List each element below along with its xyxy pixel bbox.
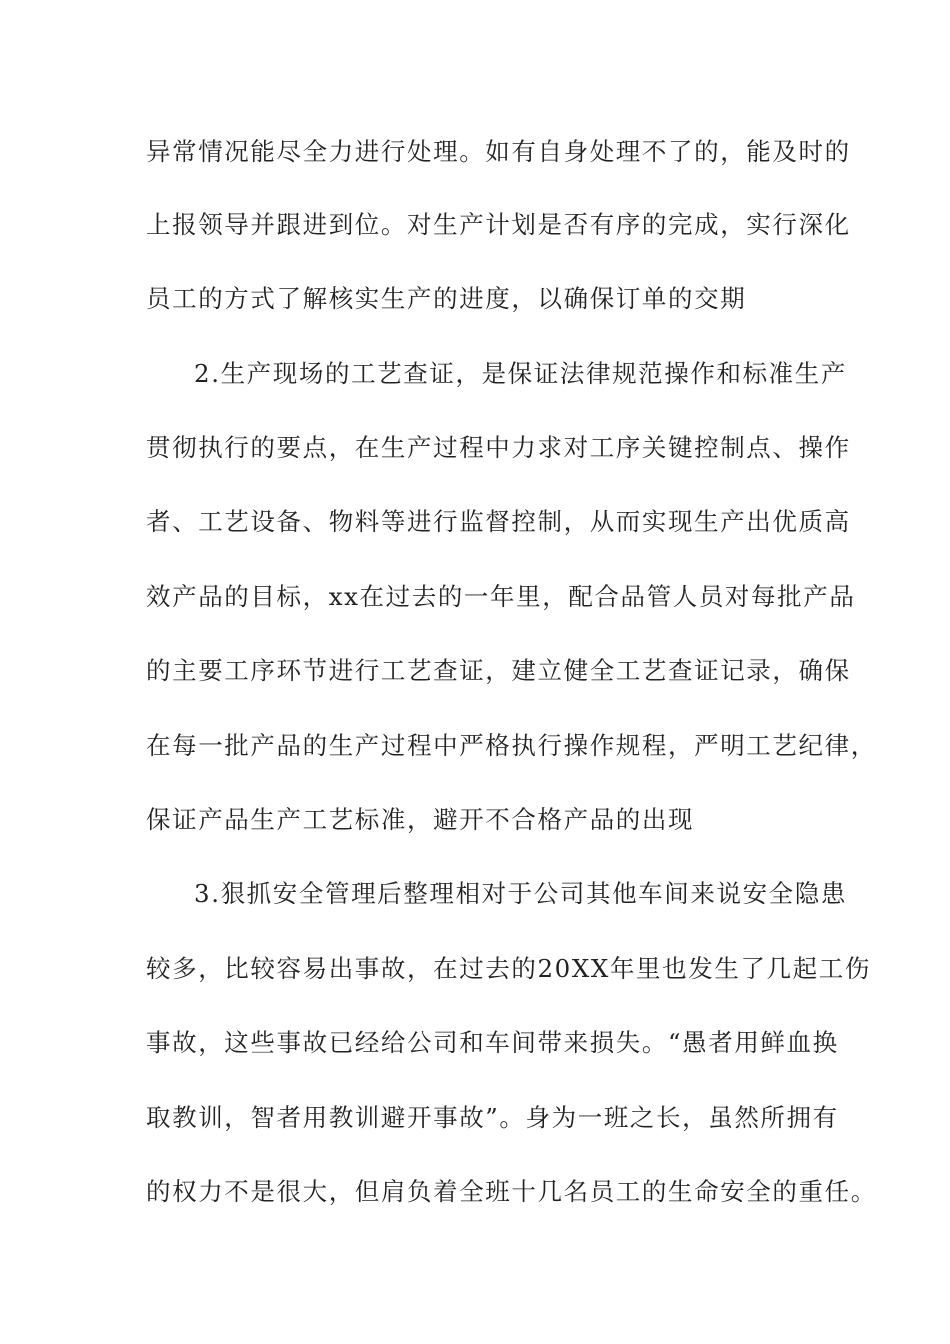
paragraph-line: 贯彻执行的要点，在生产过程中力求对工序关键控制点、操作 [146,433,851,462]
paragraph-line: 的权力不是很大，但肩负着全班十几名员工的生命安全的重任。 [146,1177,877,1206]
paragraph-line: 在每一批产品的生产过程中严格执行操作规程，严明工艺纪律， [146,731,877,760]
paragraph-line: 事故，这些事故已经给公司和车间带来损失。“愚者用鲜血换 [146,1028,839,1057]
paragraph-line: 员工的方式了解核实生产的进度，以确保订单的交期 [146,284,747,313]
paragraph-line: 效产品的目标，xx在过去的一年里，配合品管人员对每批产品 [146,582,856,611]
paragraph-line: 取教训，智者用教训避开事故”。身为一班之长，虽然所拥有 [146,1103,839,1132]
paragraph-line: 者、工艺设备、物料等进行监督控制，从而实现生产出优质高 [146,507,851,536]
paragraph-line: 异常情况能尽全力进行处理。如有自身处理不了的，能及时的 [146,137,851,166]
paragraph-line: 2.生产现场的工艺查证，是保证法律规范操作和标准生产 [194,359,847,388]
paragraph-line: 保证产品生产工艺标准，避开不合格产品的出现 [146,805,695,834]
paragraph-line: 3.狠抓安全管理后整理相对于公司其他车间来说安全隐患 [194,879,847,908]
paragraph-line: 较多，比较容易出事故，在过去的20XX年里也发生了几起工伤 [146,954,871,983]
paragraph-line: 的主要工序环节进行工艺查证，建立健全工艺查证记录，确保 [146,656,851,685]
paragraph-line: 上报领导并跟进到位。对生产计划是否有序的完成，实行深化 [146,210,851,239]
